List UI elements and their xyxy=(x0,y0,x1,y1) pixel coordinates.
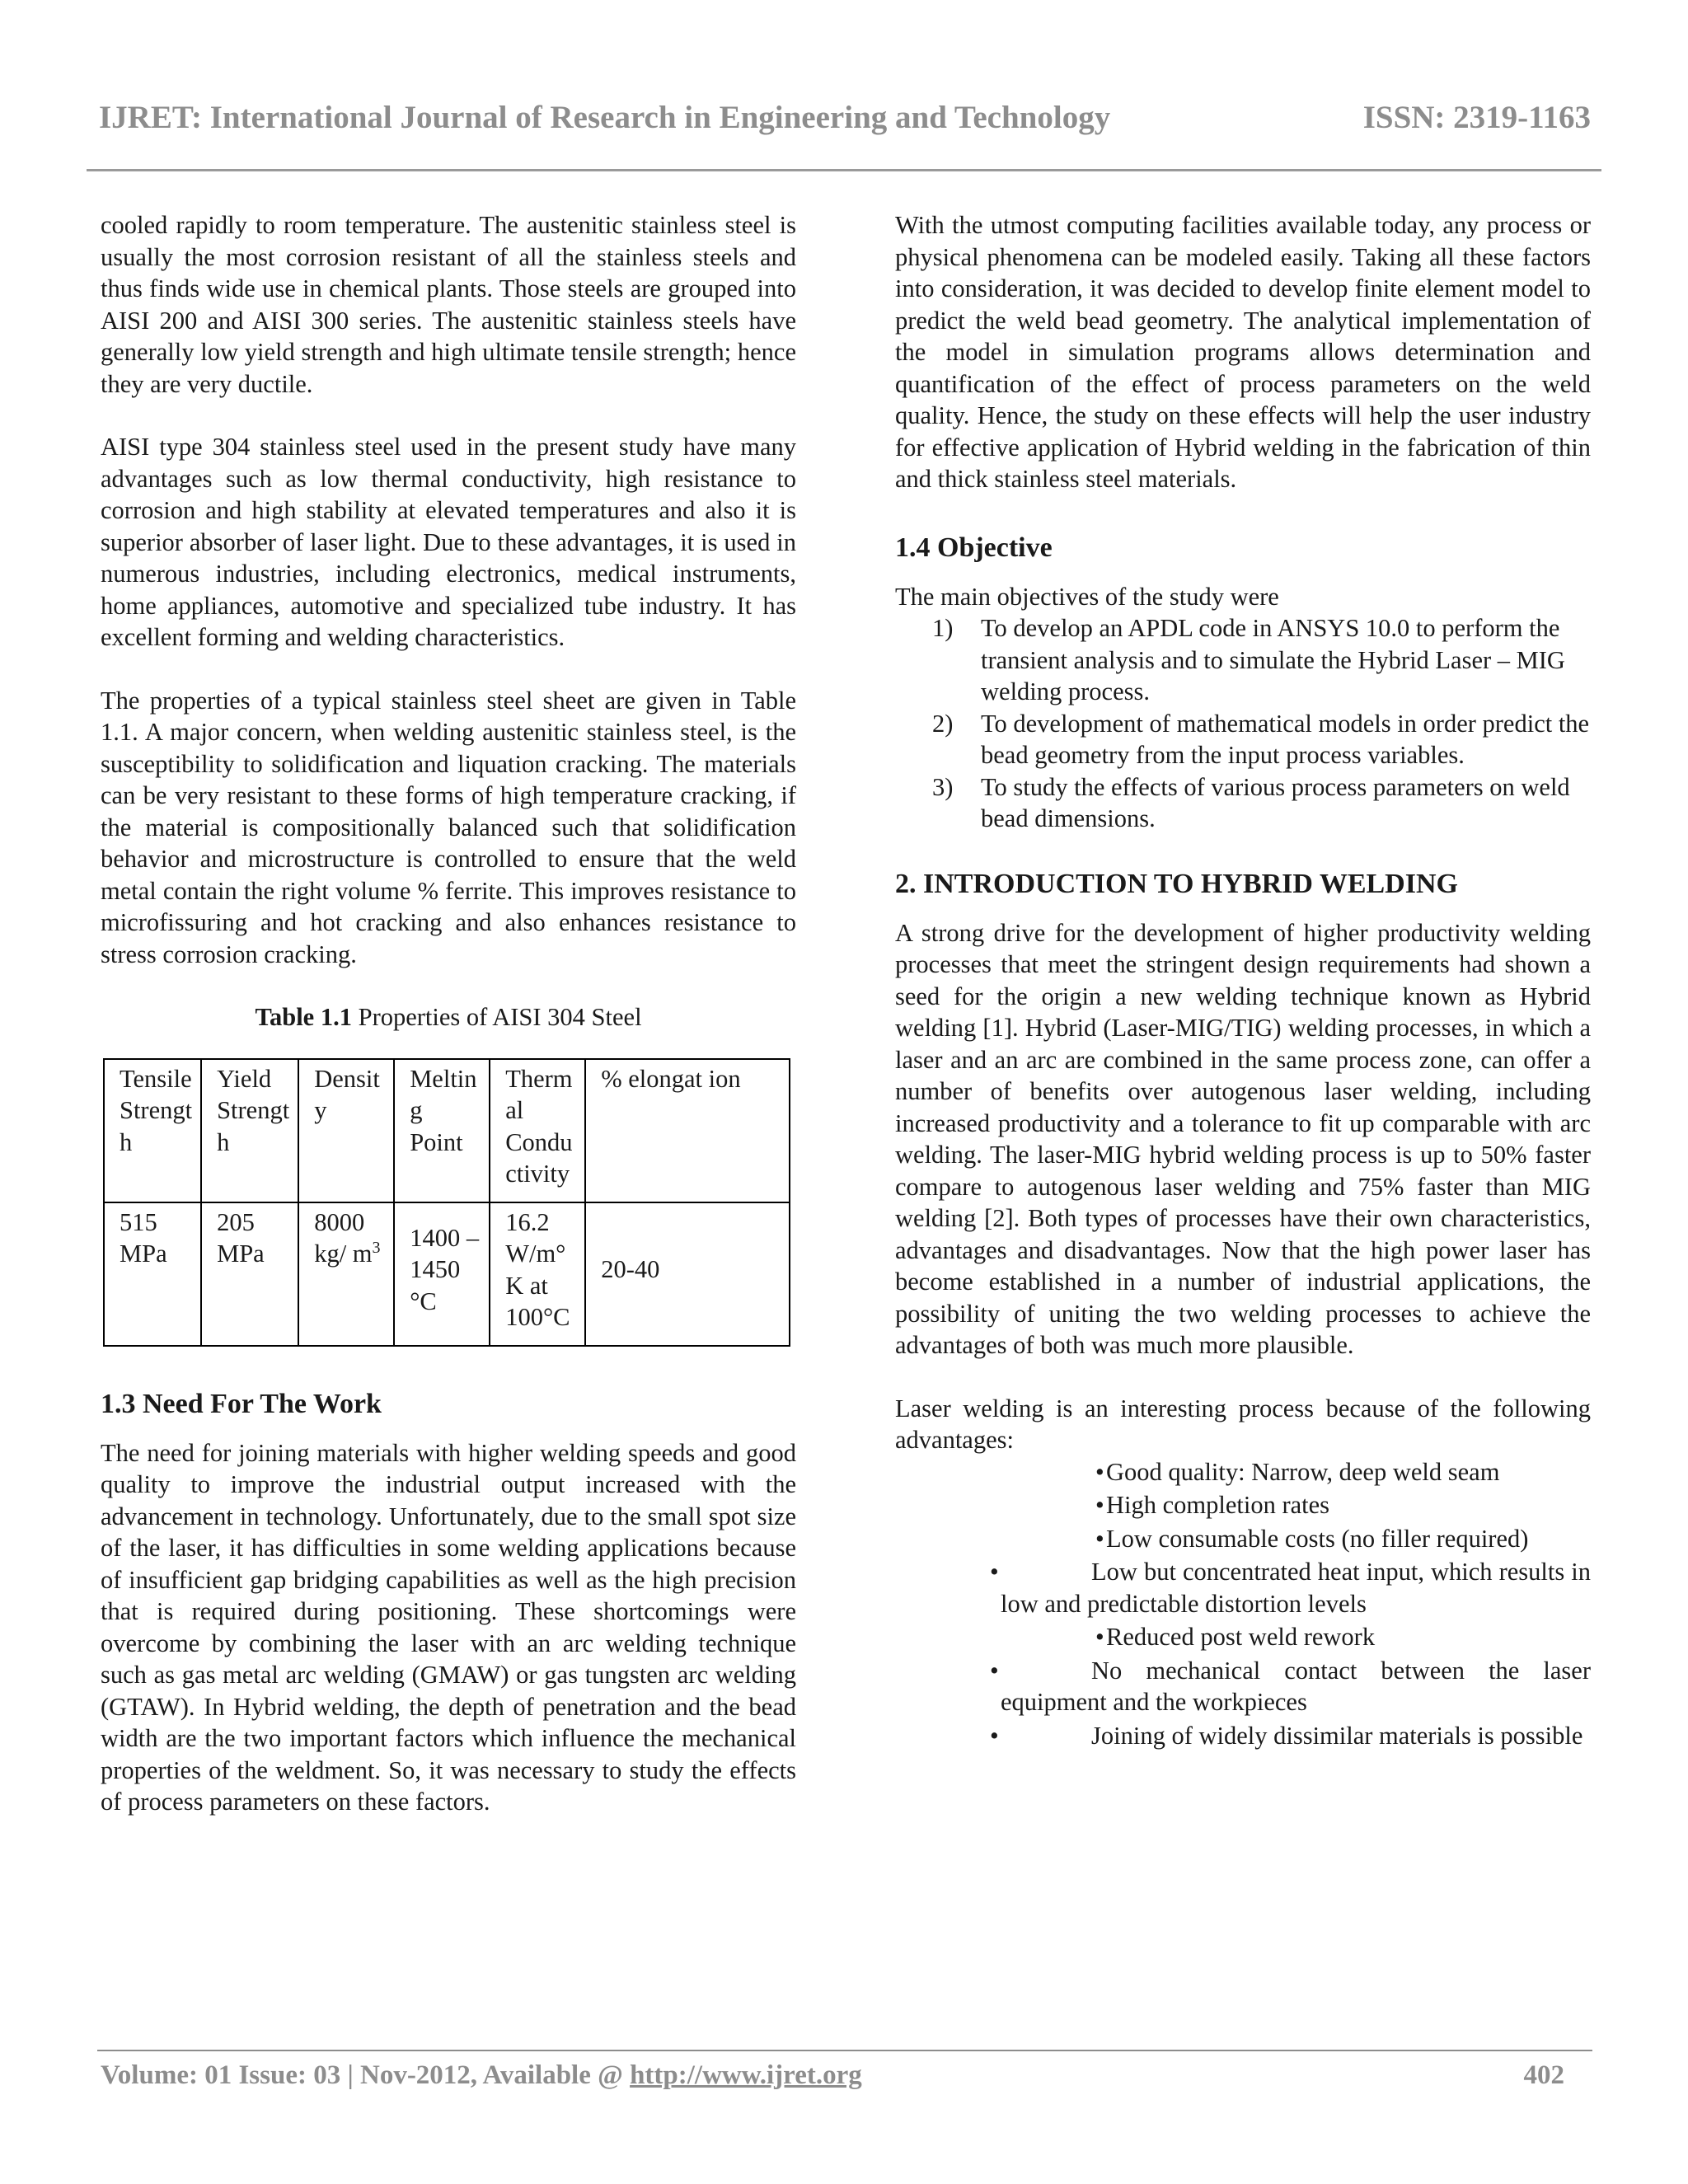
table-cell: 515 MPa xyxy=(104,1202,201,1346)
paragraph: A strong drive for the development of higher productivity welding processes that meet the stringent design requirements had shown a seed for the origin a new welding technique known as Hybrid welding [1]. Hybrid (Laser-MIG/TIG) welding processes, in which a laser and an arc are combined in the same process zone, can offer a number of benefits over autogenous laser welding, including increased productivity and a tolerance to fit up comparable with arc welding. The laser-MIG hybrid welding process is up to 50% faster compare to autogenous laser welding and 75% faster than MIG welding [2]. Both types of processes have their own characteristics, advantages and disadvantages. Now that the high power laser has become established in a number of industrial applications, the possibility of uniting the two welding processes to achieve the advantages of both was much more plausible. xyxy=(895,918,1591,1359)
bullet-icon: • xyxy=(990,1656,999,1685)
properties-table xyxy=(103,1058,790,1347)
list-number: 1) xyxy=(932,614,954,642)
list-text: No mechanical contact between the laser equipment and the workpieces xyxy=(1001,1656,1591,1716)
list-item xyxy=(990,1556,1591,1619)
list-item xyxy=(1001,1621,1591,1653)
list-number: 2) xyxy=(932,709,954,738)
table-cell: 205 MPa xyxy=(201,1202,298,1346)
issn: ISSN: 2319-1163 xyxy=(1362,100,1591,135)
bullet-icon: • xyxy=(1095,1623,1104,1651)
list-item xyxy=(895,612,1591,708)
list-item xyxy=(990,1655,1591,1718)
advantages-list xyxy=(895,1456,1591,1752)
list-text: Good quality: Narrow, deep weld seam xyxy=(1106,1457,1500,1486)
paragraph: With the utmost computing facilities available today, any process or physical phenomena can be modeled easily. Taking all these factors into consideration, it was decided to develop finite element model to predict the weld bead geometry. The analytical implementation of the model in simulation programs allows determination and quantification of the effect of process parameters on the weld quality. Hence, the study on these effects will help the user industry for effective application of Hybrid welding in the fabrication of thin and thick stainless steel materials. xyxy=(895,211,1591,493)
header-cell: Yield Strengt h xyxy=(201,1059,298,1202)
bullet-icon: • xyxy=(1095,1491,1104,1519)
list-item xyxy=(1001,1489,1591,1521)
table-cell: 20-40 xyxy=(585,1202,790,1346)
footer-volume: Volume: 01 Issue: 03 | Nov-2012, Available @ xyxy=(101,2060,631,2090)
bullet-icon: • xyxy=(1095,1524,1104,1553)
header-cell: Tensile Strengt h xyxy=(104,1059,201,1202)
header-cell: Therm al Condu ctivity xyxy=(490,1059,585,1202)
table-caption-label: Table 1.1 xyxy=(255,1003,352,1031)
paragraph: The need for joining materials with higher welding speeds and good quality to improve the industrial output increased with the advancement in technology. Unfortunately, due to the small spot size of the laser, it has difficulties in some welding applications because of insufficient gap bridging capabilities as well as the high precision that is required during positioning. These shortcomings were overcome by combining the laser with an arc welding technique such as gas metal arc welding (GMAW) or gas tungsten arc welding (GTAW). In Hybrid welding, the depth of penetration and the bead width are the two important factors which influence the mechanical properties of the weldment. So, it was necessary to study the effects of process parameters on these factors. xyxy=(101,1438,796,1816)
list-text: To development of mathematical models in order predict the bead geometry from the input process variables. xyxy=(981,709,1590,769)
header-rule xyxy=(87,169,1601,171)
journal-link[interactable]: http://www.ijret.org xyxy=(630,2060,862,2090)
list-text: High completion rates xyxy=(1106,1491,1330,1519)
density-value: 8000 kg/ m xyxy=(314,1207,373,1268)
list-item xyxy=(1001,1523,1591,1555)
journal-title: IJRET: International Journal of Research in Engineering and Technology xyxy=(99,100,1111,135)
list-text: To develop an APDL code in ANSYS 10.0 to perform the transient analysis and to simulate the Hybrid Laser – MIG welding process. xyxy=(981,614,1565,705)
section-heading: 1.3 Need For The Work xyxy=(101,1388,382,1419)
table-cell xyxy=(298,1202,394,1346)
list-item xyxy=(1001,1456,1591,1488)
paragraph: Laser welding is an interesting process because of the following advantages: xyxy=(895,1394,1591,1454)
list-text: Joining of widely dissimilar materials is possible xyxy=(1091,1721,1583,1750)
list-number: 3) xyxy=(932,772,954,801)
table-cell: 1400 – 1450 °C xyxy=(394,1202,490,1346)
running-footer xyxy=(101,2060,1564,2091)
section-heading: 2. INTRODUCTION TO HYBRID WELDING xyxy=(895,868,1458,899)
section-heading: 1.4 Objective xyxy=(895,532,1053,563)
list-text: To study the effects of various process parameters on weld bead dimensions. xyxy=(981,772,1570,832)
list-text: Reduced post weld rework xyxy=(1106,1623,1376,1651)
table-caption xyxy=(101,1001,796,1033)
table-cell: 16.2 W/m° K at 100°C xyxy=(490,1202,585,1346)
list-item xyxy=(990,1720,1591,1752)
bullet-icon: • xyxy=(990,1558,999,1586)
page-number: 402 xyxy=(1523,2060,1564,2090)
list-text: Low but concentrated heat input, which results in low and predictable distortion levels xyxy=(1001,1558,1591,1618)
header-cell: Meltin g Point xyxy=(394,1059,490,1202)
running-header xyxy=(89,91,1591,150)
list-item xyxy=(895,771,1591,835)
right-column xyxy=(895,209,1591,1753)
bullet-icon: • xyxy=(990,1721,999,1750)
table-header-row xyxy=(104,1059,790,1202)
bullet-icon: • xyxy=(1095,1457,1104,1486)
header-cell: Densit y xyxy=(298,1059,394,1202)
footer-rule xyxy=(97,2050,1592,2051)
header-cell: % elongat ion xyxy=(585,1059,790,1202)
table-row xyxy=(104,1202,790,1346)
paragraph: cooled rapidly to room temperature. The austenitic stainless steel is usually the most corrosion resistant of all the stainless steels and thus finds wide use in chemical plants. Those steels are grouped into AISI 200 and AISI 300 series. The austenitic stainless steels have generally low yield strength and high ultimate tensile strength; hence they are very ductile. xyxy=(101,211,796,398)
density-exponent: 3 xyxy=(372,1238,381,1257)
table-caption-text: Properties of AISI 304 Steel xyxy=(351,1003,642,1031)
list-text: Low consumable costs (no filler required) xyxy=(1106,1524,1529,1553)
objective-intro: The main objectives of the study were xyxy=(895,582,1279,611)
paragraph: AISI type 304 stainless steel used in the present study have many advantages such as low thermal conductivity, high resistance to corrosion and high stability at elevated temperatures and also it is superior absorber of laser light. Due to these advantages, it is used in numerous industries, including electronics, medical instruments, home appliances, automotive and specialized tube industry. It has excellent forming and welding characteristics. xyxy=(101,433,796,651)
objective-list xyxy=(895,612,1591,835)
list-item xyxy=(895,708,1591,771)
paragraph: The properties of a typical stainless steel sheet are given in Table 1.1. A major concern, when welding austenitic stainless steel, is the susceptibility to solidification and liquation cracking. The materials can be very resistant to these forms of high temperature cracking, if the material is compositionally balanced such that solidification behavior and microstructure is controlled to ensure that the weld metal contain the right volume % ferrite. This improves resistance to microfissuring and hot cracking and also enhances resistance to stress corrosion cracking. xyxy=(101,686,796,968)
left-column xyxy=(101,209,796,1818)
